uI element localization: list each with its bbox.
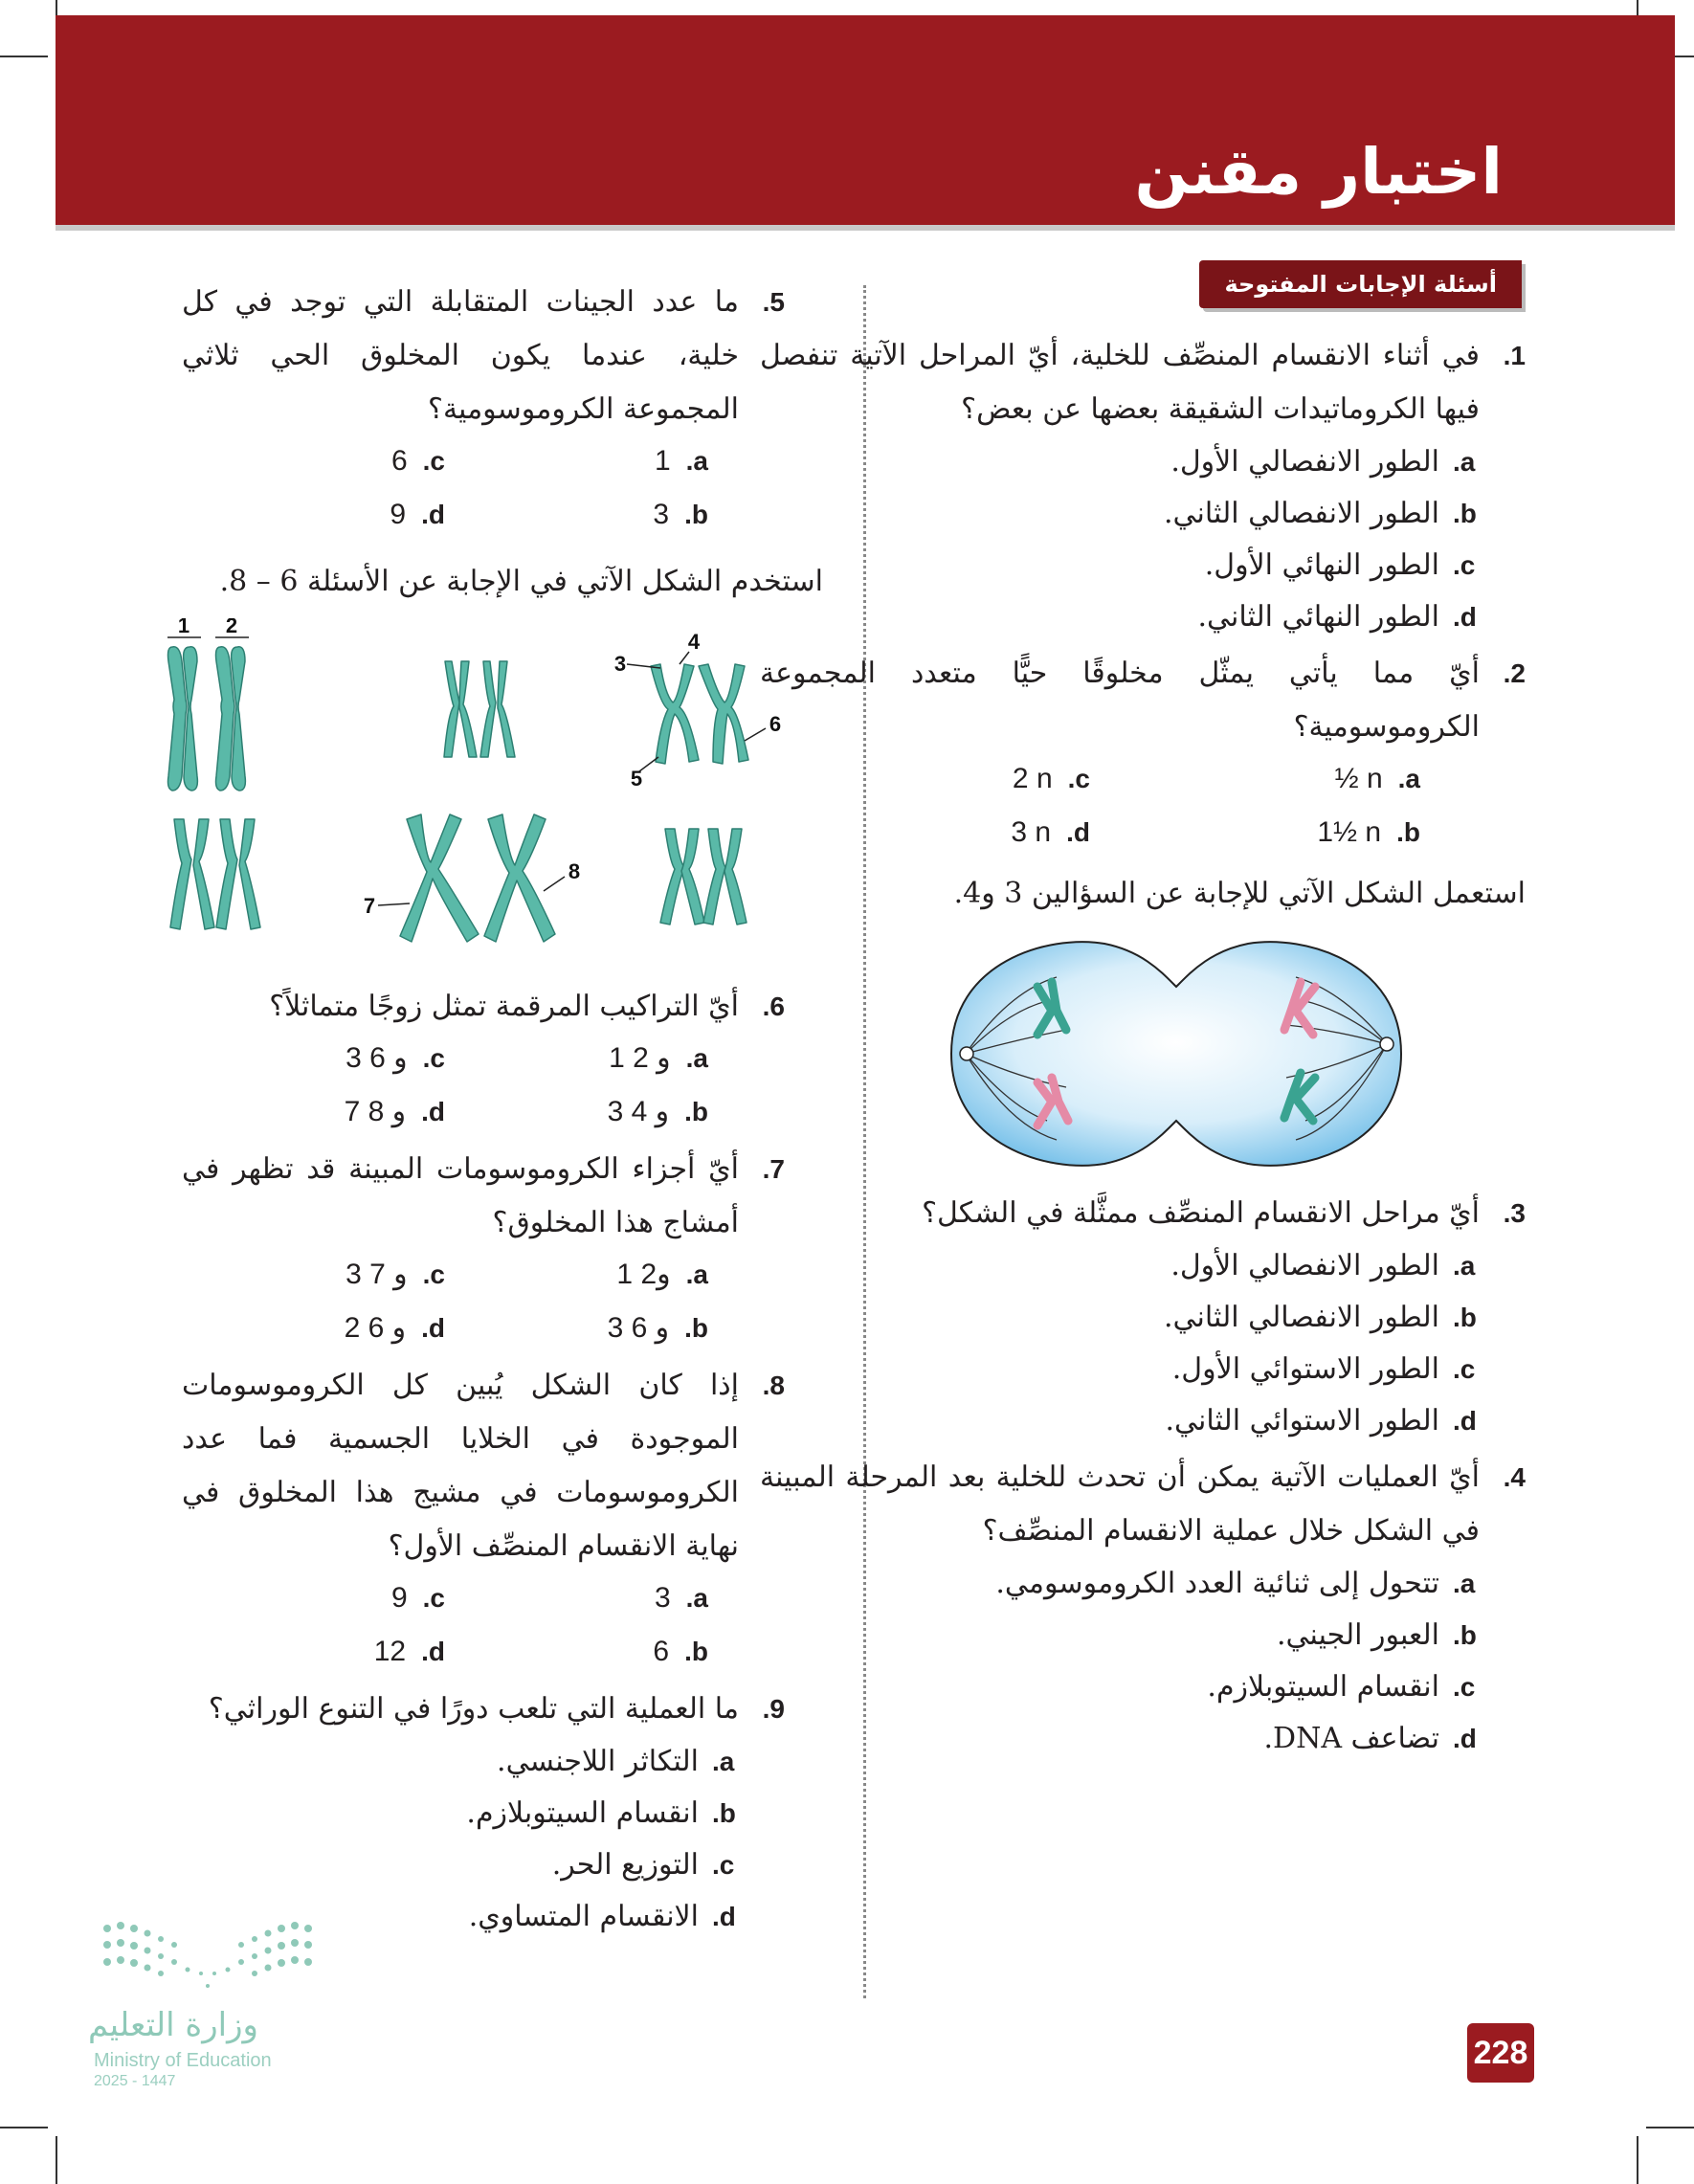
section-tag: أسئلة الإجابات المفتوحة [1199,260,1522,308]
option-letter: .d [421,1313,445,1343]
option-letter: .d [1066,817,1090,847]
meiosis-cell-figure [760,934,1526,1173]
question-5 [182,276,785,436]
question-4 [760,1451,1526,1558]
ministry-name-ar: وزارة التعليم [88,2006,258,2044]
option-letter: .b [1396,817,1420,847]
option[interactable] [445,1627,708,1677]
instruction-q3-4: استعمل الشكل الآتي للإجابة عن السؤالين 3 و4. [953,877,1526,910]
question-text: أيّ مما يأتي يمثّل مخلوقًا حيًّا متعدد المجموعة الكروموسومية؟ [760,657,1480,744]
option[interactable] [182,1034,445,1083]
option-text: الطور الانفصالي الأول. [1170,1249,1439,1282]
option-letter: .c [422,446,445,476]
option[interactable] [760,1292,1480,1344]
option-text: الطور الاستوائي الثاني. [1165,1404,1439,1437]
option-letter: .b [684,1637,708,1666]
option[interactable] [445,1304,708,1353]
option-letter: .c [1453,1354,1476,1384]
question-7 [182,1143,785,1250]
option-letter: .d [1453,1406,1477,1436]
option[interactable] [182,1736,739,1788]
option-letter: .b [1453,499,1477,528]
option-text: ½ n [1334,763,1383,794]
option-letter: .c [712,1850,735,1880]
chromosome-diagram [153,618,785,972]
ministry-name-en: Ministry of Education [94,2050,272,2071]
option[interactable] [760,1558,1480,1610]
question-6 [182,980,785,1034]
question-number: .8 [762,1371,785,1400]
option[interactable] [182,1627,445,1677]
option[interactable] [760,540,1480,591]
right-column [760,329,1526,1765]
question-text: أيّ التراكيب المرقمة تمثل زوجًا متماثلاً؟ [269,990,739,1023]
option-letter: .a [685,1583,708,1613]
question-text: إذا كان الشكل يُبين كل الكروموسومات الموجودة في الخلايا الجسمية فما عدد الكروموسومات في مشيج هذا المخلوق في نهاية الانقسام المنصِّف الأول؟ [182,1369,739,1563]
option-text: انقسام السيتوبلازم. [466,1796,699,1830]
question-text: في أثناء الانقسام المنصِّف للخلية، أيّ المراحل الآتية تنفصل فيها الكروماتيدات الشقيقة بعضها عن بعض؟ [760,339,1480,426]
option-letter: .d [421,1637,445,1666]
option-letter: .a [685,1259,708,1289]
ministry-logo [88,1914,318,2096]
question-number: .2 [1503,658,1526,688]
option-letter: .c [422,1043,445,1073]
question-number: .1 [1503,341,1526,370]
option-letter: .a [1453,447,1476,477]
options-list [760,1240,1526,1447]
option-text: 9 [390,1582,408,1614]
option-text: الانقسام المتساوي. [468,1900,699,1933]
option-letter: .c [1453,550,1476,580]
question-8 [182,1359,785,1573]
option-letter: .b [684,1097,708,1126]
option-text: انقسام السيتوبلازم. [1207,1670,1439,1704]
option-text: الطور الاستوائي الأول. [1171,1352,1439,1386]
option[interactable] [1090,754,1420,804]
option-letter: .b [684,500,708,529]
option-letter: .d [421,500,445,529]
option-text: 3 [653,499,670,530]
question-text: أيّ أجزاء الكروموسومات المبينة قد تظهر في أمشاج هذا المخلوق؟ [182,1152,739,1239]
options-grid [182,436,785,540]
option[interactable] [760,591,1480,643]
label-3: 3 [613,652,627,676]
option-letter: .b [684,1313,708,1343]
options-list [760,436,1526,643]
left-column [177,276,823,1943]
option-text: 1 [654,445,671,477]
option-letter: .d [421,1097,445,1126]
option-text: الطور الانفصالي الأول. [1170,445,1439,479]
option-text: 6 [390,445,408,477]
option-letter: .a [1453,1251,1476,1281]
crop-mark [56,2136,57,2184]
options-grid [760,754,1526,858]
crop-mark [1646,2127,1694,2128]
question-number: .9 [762,1694,785,1724]
option-letter: .c [1067,764,1090,793]
crop-mark [1637,2136,1638,2184]
crop-mark [0,56,48,57]
option[interactable] [445,1573,708,1623]
option-letter: .a [685,446,708,476]
option-text: 6 [653,1636,670,1667]
options-grid [182,1034,785,1137]
option-letter: .d [712,1902,736,1931]
label-6: 6 [769,712,782,736]
option-text: 1 و 2 [609,1042,671,1074]
question-number: .5 [762,287,785,317]
label-4: 4 [687,630,701,654]
question-number: .3 [1503,1198,1526,1228]
question-2 [760,647,1526,754]
option-letter: .d [1453,602,1477,632]
option-text: 9 [390,499,407,530]
page-header [56,15,1675,231]
option-text: الطور الانفصالي الثاني. [1164,497,1439,530]
question-9 [182,1683,785,1736]
question-text: ما عدد الجينات المتقابلة التي توجد في كل خلية، عندما يكون المخلوق الحي ثلاثي المجموعة الكروموسومية؟ [182,285,739,426]
option-text: 3 و 4 [607,1096,670,1127]
option-text: 1 و2 [616,1259,671,1290]
options-list [760,1558,1526,1765]
label-5: 5 [630,767,643,791]
option[interactable] [760,1344,1480,1395]
question-text: ما العملية التي تلعب دورًا في التنوع الوراثي؟ [208,1692,739,1726]
option-letter: .b [712,1798,736,1828]
instruction-q6-8: استخدم الشكل الآتي في الإجابة عن الأسئلة 6 – 8. [219,565,823,598]
option[interactable] [760,754,1090,804]
option-letter: .b [1453,1620,1477,1650]
ministry-year: 2025 - 1447 [94,2073,176,2089]
question-number: .6 [762,992,785,1021]
option-letter: .c [422,1259,445,1289]
option[interactable] [182,1304,445,1353]
option[interactable] [182,490,445,540]
option-letter: .c [422,1583,445,1613]
question-text: أيّ العمليات الآتية يمكن أن تحدث للخلية بعد المرحلة المبينة في الشكل خلال عملية الانقسام المنصِّف؟ [760,1460,1480,1548]
option[interactable] [182,1788,739,1839]
option[interactable] [445,436,708,486]
question-3 [760,1187,1526,1240]
option-text: 12 [373,1636,407,1667]
options-grid [182,1573,785,1677]
option[interactable] [760,488,1480,540]
option[interactable] [445,1034,708,1083]
option[interactable] [760,1395,1480,1447]
option-text: الطور النهائي الأول. [1204,548,1439,582]
option[interactable] [182,436,445,486]
option-text: 3 و 7 [345,1259,408,1290]
option[interactable] [760,436,1480,488]
option-text: الطور الانفصالي الثاني. [1164,1301,1439,1334]
page-number: 228 [1467,2023,1534,2083]
option-text: 7 و 8 [344,1096,407,1127]
cell-diagram [760,934,1526,1173]
option-text: 3 [654,1582,671,1614]
option-letter: .d [1453,1724,1477,1753]
option-text: 2 n [1012,763,1053,794]
chromosomes-figure [153,618,785,972]
option-text: تتحول إلى ثنائية العدد الكروموسومي. [995,1567,1439,1600]
option-letter: .b [1453,1303,1477,1332]
option-letter: .a [712,1747,735,1776]
option[interactable] [760,1240,1480,1292]
option[interactable] [445,490,708,540]
option-text: العبور الجيني. [1276,1618,1439,1652]
option-text: 2 و 6 [344,1312,407,1344]
crop-mark [0,2127,48,2128]
label-1: 1 [177,618,190,637]
options-list [182,1736,785,1943]
question-number: .7 [762,1154,785,1184]
option-text: 3 و 6 [345,1042,408,1074]
label-2: 2 [225,618,238,637]
option[interactable] [445,1087,708,1137]
option-text: التوزيع الحر. [551,1848,699,1882]
option[interactable] [760,1661,1480,1713]
option-text: 3 n [1011,816,1052,848]
option[interactable] [182,1087,445,1137]
option-text: الطور النهائي الثاني. [1197,600,1439,634]
option-text: 1½ n [1317,816,1382,848]
option-letter: .a [1397,764,1420,793]
option[interactable] [760,1610,1480,1661]
question-1 [760,329,1526,436]
option-letter: .a [1453,1569,1476,1598]
option[interactable] [445,1250,708,1300]
option[interactable] [1090,808,1420,858]
option-text: 3 و 6 [607,1312,670,1344]
option[interactable] [182,1839,739,1891]
ministry-dots-icon [98,1914,318,2000]
option-letter: .a [685,1043,708,1073]
option-letter: .c [1453,1672,1476,1702]
question-text: أيّ مراحل الانقسام المنصِّف ممثَّلة في الشكل؟ [922,1196,1480,1230]
page-title: اختبار مقنن [1134,135,1503,209]
option[interactable] [182,1250,445,1300]
label-8: 8 [568,859,581,883]
option[interactable] [760,1713,1480,1765]
option[interactable] [760,808,1090,858]
options-grid [182,1250,785,1353]
option[interactable] [182,1573,445,1623]
question-number: .4 [1503,1462,1526,1492]
label-7: 7 [363,894,376,918]
option-text: تضاعف DNA. [1263,1722,1439,1755]
option-text: التكاثر اللاجنسي. [497,1745,699,1778]
